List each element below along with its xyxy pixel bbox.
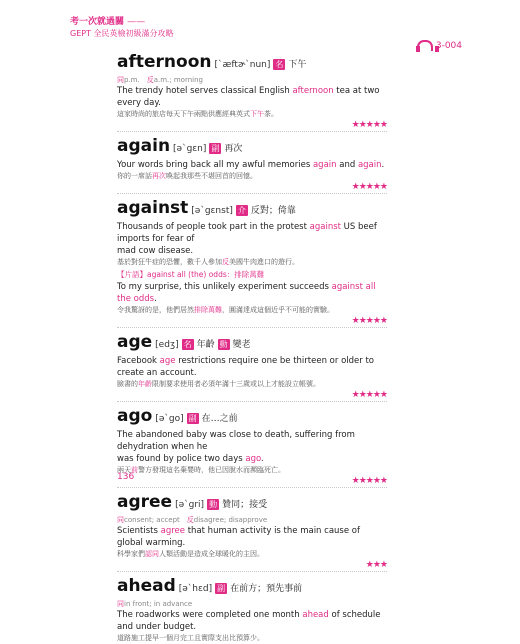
part-of-speech-badge: 名 xyxy=(275,60,284,69)
entry-list xyxy=(117,52,387,644)
example-sentence: Facebook age restrictions require one be thirteen or older to create an account. xyxy=(117,356,374,378)
frequency-stars: ★★★★★ xyxy=(351,120,387,130)
meaning-2: 變老 xyxy=(232,340,251,350)
part-of-speech-badge: 副 xyxy=(188,414,197,423)
synonyms-line: 同p.m. 反a.m.; morning xyxy=(117,76,203,84)
synonyms-line: 同consent; accept 反disagree; disapprove xyxy=(117,516,268,524)
example-sentence: The trendy hotel serves classical English afternoon tea at two every day. xyxy=(117,86,380,108)
title-dash: —— xyxy=(127,17,146,27)
example-sentence-cont: was found by police two days ago. xyxy=(117,454,264,464)
entry-ago xyxy=(117,406,387,488)
example-sentence: The roadworks were completed one month ahead of schedule and under budget. xyxy=(117,610,381,632)
example-sentence: The abandoned baby was close to death, suffering from dehydration when he xyxy=(117,430,355,452)
headword: ahead xyxy=(117,576,176,596)
meaning: 在前方；預先事前 xyxy=(230,584,303,594)
entry-age xyxy=(117,332,387,402)
divider xyxy=(117,327,387,328)
meaning: 反對；倚靠 xyxy=(250,206,296,216)
headword: age xyxy=(117,332,153,352)
meaning: 下午 xyxy=(288,60,307,70)
frequency-stars: ★★★★★ xyxy=(351,390,387,400)
headphones-icon xyxy=(415,40,433,52)
phonetic: [əˋhɛd] xyxy=(178,584,213,594)
phonetic: [edʒ] xyxy=(155,340,179,350)
part-of-speech-badge: 副 xyxy=(217,584,226,593)
entry-again xyxy=(117,136,387,194)
divider xyxy=(117,193,387,194)
audio-track xyxy=(415,40,462,52)
meaning: 在…之前 xyxy=(201,414,238,424)
book-header xyxy=(70,16,174,39)
example-translation: 基於對狂牛症的恐懼，數千人參加反美國牛肉進口的遊行。 xyxy=(117,258,299,266)
divider xyxy=(117,571,387,572)
example-translation: 道路施工提早一個月完工且實際支出比預算少。 xyxy=(117,634,264,642)
example-translation: 臉書的年齡限制要求使用者必須年滿十三歲或以上才能設立帳號。 xyxy=(117,380,320,388)
example-sentence: Thousands of people took part in the protest against US beef imports for fear of xyxy=(117,222,377,244)
example-translation: 兩天前警方發現這名棄嬰時，他已因脫水而瀕臨死亡。 xyxy=(117,466,285,474)
meaning: 年齡 xyxy=(196,340,215,350)
frequency-stars: ★★★ xyxy=(365,560,387,570)
example-sentence: Your words bring back all my awful memories again and again. xyxy=(117,160,385,170)
page-number: 136 xyxy=(117,472,135,482)
entry-ahead xyxy=(117,576,387,644)
example-translation: 你的一席話再次喚起我那些不堪回首的回憶。 xyxy=(117,172,257,180)
frequency-stars: ★★★★★ xyxy=(351,316,387,326)
headword: ago xyxy=(117,406,153,426)
divider xyxy=(117,131,387,132)
frequency-stars: ★★★★★ xyxy=(351,476,387,486)
example-translation: 這家時尚的旅店每天下午兩點供應經典英式下午茶。 xyxy=(117,110,278,118)
example-sentence-cont: mad cow disease. xyxy=(117,246,194,256)
part-of-speech-badge: 動 xyxy=(209,500,218,509)
headword: again xyxy=(117,136,171,156)
entry-agree xyxy=(117,492,387,572)
example-translation: 科學家們認同人類活動是造成全球暖化的主因。 xyxy=(117,550,264,558)
part-of-speech-badge: 名 xyxy=(183,340,192,349)
divider xyxy=(117,401,387,402)
synonyms-line: 同in front; in advance xyxy=(117,600,193,608)
phrase-example: To my surprise, this unlikely experiment succeeds against all the odds. xyxy=(117,282,376,304)
part-of-speech-badge: 副 xyxy=(211,144,220,153)
book-title: 考一次就過關 xyxy=(70,17,125,27)
example-sentence: Scientists agree that human activity is the main cause of global warming. xyxy=(117,526,360,548)
headword: against xyxy=(117,198,189,218)
phonetic: [əˋgɛn] xyxy=(173,144,207,154)
phonetic: [ˋæftɚˋnun] xyxy=(214,60,271,70)
track-number: 3-004 xyxy=(435,41,462,51)
divider xyxy=(117,487,387,488)
phrase-translation: 令我驚訝的是，他們居然排除萬難，圓滿達成這個近乎不可能的實驗。 xyxy=(117,306,334,314)
phonetic: [əˋgɛnst] xyxy=(191,206,233,216)
part-of-speech-badge: 介 xyxy=(237,206,246,215)
entry-against xyxy=(117,198,387,328)
headword: afternoon xyxy=(117,52,212,72)
meaning: 再次 xyxy=(224,144,243,154)
headword: agree xyxy=(117,492,173,512)
phrase-label: 【片語】against all (the) odds：排除萬難 xyxy=(117,270,265,279)
frequency-stars: ★★★★★ xyxy=(351,182,387,192)
phonetic: [əˋgri] xyxy=(175,500,205,510)
phonetic: [əˋgo] xyxy=(155,414,184,424)
book-subtitle: GEPT 全民英檢初級滿分攻略 xyxy=(70,29,174,38)
entry-afternoon xyxy=(117,52,387,132)
meaning: 贊同；接受 xyxy=(222,500,268,510)
part-of-speech-badge-2: 動 xyxy=(219,340,228,349)
